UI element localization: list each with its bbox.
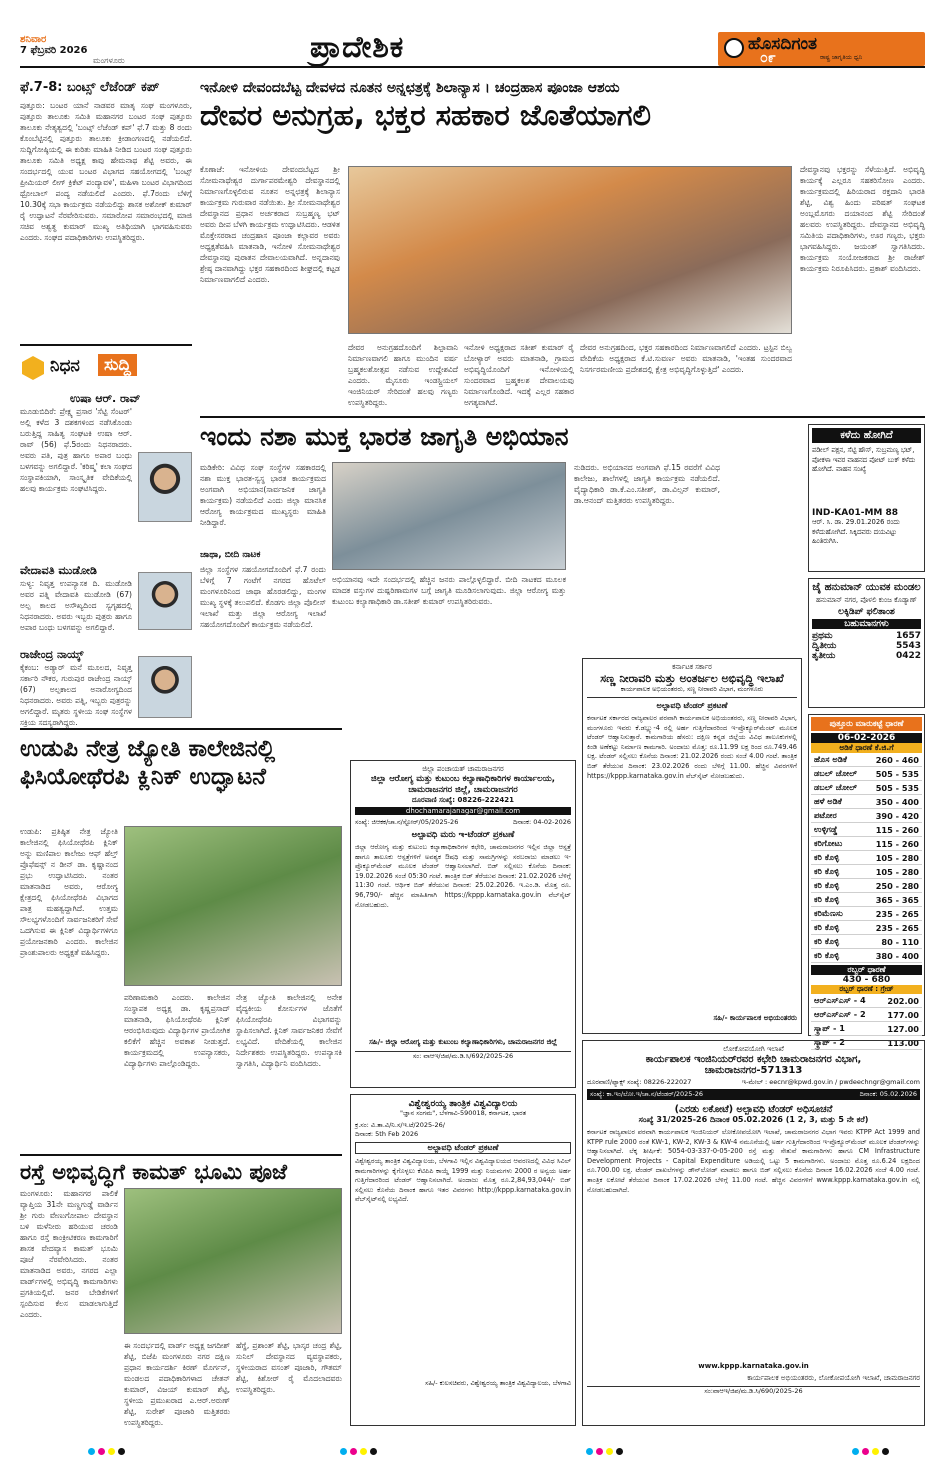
udupi-col-2: ಪರಿಣಾಮಕಾರಿ ಎಂದರು. ಕಾಲೇಜಿನ ಸಂಸ್ಥಾಪಕ ಅಧ್ಯಕ್ಷ ಡಾ. ಕೃಷ್ಣಪ್ರಸಾದ್ ಮಾತನಾಡಿ, ಫಿಸಿಯೋಥೆರಪಿ ಕ್ಲಿನಿಕ್ ಆರಂಭಿಸಿರುವುದು ವಿದ್ಯಾರ್ಥಿಗಳ ಪ್ರಾಯೋಗಿಕ ಕಲಿಕೆಗೆ ಹೆಚ್ಚಿನ ಅವಕಾಶ ನೀಡುತ್ತದೆ. ಕಾರ್ಯಕ್ರಮದಲ್ಲಿ ಉಪನ್ಯಾಸಕರು, ವಿದ್ಯಾರ್ಥಿಗಳು ಪಾಲ್ಗೊಂಡಿದ್ದರು. (124, 993, 230, 1068)
pwd-footer: ಸಂ:ವಾಆಇ/ಜಿಪ/ಮ.ಡಿ.ಸಿ/690/2025-26 (587, 1386, 920, 1396)
rate-row (811, 907, 922, 921)
vtu-text: ವಿಶ್ವೇಶ್ವರಯ್ಯ ತಾಂತ್ರಿಕ ವಿಶ್ವವಿದ್ಯಾಲಯ, ಬೆಳಗಾವಿ ಇಲ್ಲಿನ ವಿಶ್ವವಿದ್ಯಾಲಯದ ಆವರಣದಲ್ಲಿ ವಿವಿಧ ಸಿವಿಲ್ ಕಾಮಗಾರಿಗಳನ್ನು ಕೈಗೊಳ್ಳಲು ಕೆಟಿಪಿಪಿ ಕಾಯ್ದೆ 1999 ಮತ್ತು ನಿಯಮಗಳು 2000 ರ ಅನ್ವಯ ಅರ್ಹ ಗುತ್ತಿಗೆದಾರರಿಂದ ಟೆಂಡರ್ ಆಹ್ವಾನಿಸಲಾಗಿದೆ. ಅಂದಾಜು ಮೊತ್ತ ರೂ.2,84,93,044/- ಬಿಡ್ ಸಲ್ಲಿಸಲು ಕೊನೆಯ ದಿನಾಂಕ ಹಾಗೂ ಇತರ ವಿವರಗಳು http://kppp.karnataka.gov.in ವೆಬ್‌ಸೈಟ್‌ನಲ್ಲಿ ಲಭ್ಯವಿದೆ. (355, 1157, 571, 1204)
cup-headline: ಫೆ.7-8: ಬಂಟ್ಸ್ ಲೆಜೆಂಡ್ ಕಪ್ (20, 80, 160, 95)
health-dept: ಜಿಲ್ಲಾ ಪಂಚಾಯತ್ ಚಾಮರಾಜನಗರ (422, 765, 504, 773)
lost-text: ಪಡೀಲ್ ಪಕ್ಷನ, ಸೆಟ್ಟಿ ಹೌಸ್, ಸುಬ್ರಮಣ್ಯ ಭಟ್, ಪೋಕಳಾ ಇವರ ವಾಹನದ ಪೋಟ್ ಬುಕ್ ಕಳೆದು ಹೋಗಿದೆ. ವಾಹನ ಸಂಖ್ಯೆ (812, 446, 916, 473)
prize-number: 5543 (895, 641, 921, 651)
rubber-main: 430 - 680 (842, 975, 891, 985)
lost-reg: IND-KA01-MM 88 (812, 508, 899, 518)
lucky-sub: ಹನುಮಾನ್ ನಗರ, ಪೊಳಲಿ ಕುಂಜ ಕೊಡ್ಯಾಣ್ (816, 596, 917, 604)
vtu-title: ವಿಶ್ವೇಶ್ವರಯ್ಯ ತಾಂತ್ರಿಕ ವಿಶ್ವವಿದ್ಯಾಲಯ (408, 1099, 518, 1109)
health-ref: ಸಂಖ್ಯೆ: ಜಿಆಕಕ/ಚಾ.ನ/ಸ್ಟೋರ್/05/2025-26 (355, 818, 459, 826)
rate-item: ಕರಿಮೆಣಸು (811, 907, 866, 921)
vtu-date: ದಿನಾಂಕ: 5th Feb 2026 (355, 1130, 419, 1138)
rate-row (811, 1008, 922, 1022)
rate-item: ಕರಿ ಕೊಳ್ಳಿ (811, 865, 866, 879)
nasha-subhead: ಜಾಥಾ, ಬೀದಿ ನಾಟಕ (200, 550, 261, 560)
page-number: ೦೯ (760, 50, 776, 66)
rate-row (811, 865, 922, 879)
lead-col-1: ಕೊಣಾಜೆ: ಇನೋಳಿಯ ದೇವಂದಬೆಟ್ಟದ ಶ್ರೀ ಸೋಮನಾಥೇಶ್ವರ ದುರ್ಗಾಪರಮೇಶ್ವರಿ ದೇವಸ್ಥಾನದಲ್ಲಿ ನಿರ್ಮಾಣಗೊಳ್ಳಲಿರುವ ನೂತನ ಅನ್ನಛತ್ರಕ್ಕೆ ಶಿಲಾನ್ಯಾಸ ಕಾರ್ಯಕ್ರಮ ಗುರುವಾರ ನಡೆಯಿತು. ಶ್ರೀ ಸೋಮನಾಥೇಶ್ವರ ದೇವಸ್ಥಾನದ ಪ್ರಧಾನ ಅರ್ಚಕರಾದ ಸುಬ್ರಹ್ಮಣ್ಯ ಭಟ್ ಅವರು ದೀಪ ಬೆಳಗಿ ಕಾರ್ಯಕ್ರಮ ಉದ್ಘಾಟಿಸಿದರು. ಆಡಳಿತ ಮೊಕ್ತೇಸರರಾದ ಚಂದ್ರಹಾಸ ಪೂಂಜಾ ಕಲ್ಲಾವರ ಅವರು ಅಧ್ಯಕ್ಷತೆವಹಿಸಿ ಮಾತನಾಡಿ, ಇನೋಳಿ ಸೋಮನಾಥೇಶ್ವರ ದೇವಸ್ಥಾನವು ಪುರಾತನ ದೇವಾಲಯವಾಗಿದೆ. ಅನ್ನದಾನವು ಶ್ರೇಷ್ಠ ದಾನವಾಗಿದ್ದು ಭಕ್ತರ ಸಹಕಾರದಿಂದ ಶೀಘ್ರದಲ್ಲಿ ಕಟ್ಟಡ ನಿರ್ಮಾಣವಾಗಲಿದೆ ಎಂದರು. (200, 165, 340, 284)
pwd-website[interactable]: www.kppp.karnataka.gov.in (698, 1362, 809, 1370)
kamath-col-2: ಈ ಸಂದರ್ಭದಲ್ಲಿ ವಾರ್ಡ್ ಅಧ್ಯಕ್ಷ ಜಗದೀಶ್ ಶೆಟ್ಟಿ, ಬಿಜೆಪಿ ಮಂಗಳೂರು ನಗರ ದಕ್ಷಿಣ ಪ್ರಧಾನ ಕಾರ್ಯದರ್ಶಿ ಕಿರಣ್ ಮೊರ್ಗನ್, ಮಂಡಲದ ಪದಾಧಿಕಾರಿಗಳಾದ ಚೇತನ್ ಕುಮಾರ್, ವಿಜಯ್ ಕುಮಾರ್ ಶೆಟ್ಟಿ, ಸ್ಥಳೀಯ ಪ್ರಮುಖರಾದ ಎ.ಆರ್.ಅರುಣ್ ಶೆಟ್ಟಿ, ಸುರೇಶ್ ಪೂಜಾರಿ ಮತ್ತಿತರರು ಉಪಸ್ಥಿತರಿದ್ದರು. (124, 1341, 230, 1427)
rate-value: 177.00 (878, 1008, 922, 1022)
lucky-title: ಜೈ ಹನುಮಾನ್ ಯುವಕ ಮಂಡಲ (812, 582, 921, 593)
obituary-title-b: ಸುದ್ದಿ (98, 354, 137, 376)
udupi-col-3: ನೇತ್ರ ಜ್ಯೋತಿ ಕಾಲೇಜಿನಲ್ಲಿ ಅನೇಕ ವೈದ್ಯಕೀಯ ಕೋರ್ಸುಗಳ ಜೊತೆಗೆ ಫಿಸಿಯೋಥೆರಪಿ ವಿಭಾಗವನ್ನು ಸ್ಥಾಪಿಸಲಾಗಿದೆ. ಕ್ಲಿನಿಕ್ ಸಾರ್ವಜನಿಕರ ಸೇವೆಗೆ ಲಭ್ಯವಿದೆ. ವೇದಿಕೆಯಲ್ಲಿ ಕಾಲೇಜಿನ ನಿರ್ದೇಶಕರು ಉಪಸ್ಥಿತರಿದ್ದರು. ಉಪನ್ಯಾಸಕಿ ಸ್ವಾಗತಿಸಿ, ವಿದ್ಯಾರ್ಥಿನಿ ವಂದಿಸಿದರು. (236, 993, 342, 1068)
rate-row (811, 879, 922, 893)
registration-marks-far-right (852, 1440, 892, 1459)
nasha-col-4: ನುಡಿದರು. ಅಭಿಯಾನದ ಅಂಗವಾಗಿ ಫೆ.15 ರವರೆಗೆ ವಿವಿಧ ಕಾಲೇಜು, ಶಾಲೆಗಳಲ್ಲಿ ಜಾಗೃತಿ ಕಾರ್ಯಕ್ರಮ ನಡೆಯಲಿದೆ. ವೈದ್ಯಾಧಿಕಾರಿ ಡಾ.ಕೆ.ಎಂ.ಸತೀಶ್, ಡಾ.ವಿಲ್ಸನ್ ಕುಮಾರ್, ಡಾ.ಆನಂದ್ ಮತ್ತಿತರರು ಉಪಸ್ಥಿತರಿದ್ದರು. (574, 463, 720, 505)
rate-row (811, 823, 922, 837)
rate-row (811, 753, 922, 767)
tender-notice-vtu (350, 1094, 576, 1426)
rate-value: 113.00 (878, 1036, 922, 1050)
notice-text: ಕರ್ನಾಟಕ ಸರ್ಕಾರದ ರಾಜ್ಯಪಾಲರ ಪರವಾಗಿ ಕಾರ್ಯಪಾಲಕ ಅಭಿಯಂತರರು, ಸಣ್ಣ ನೀರಾವರಿ ವಿಭಾಗ, ಮಂಗಳೂರು ಇವರು ಕೆ.ಡಬ್ಲ್ಯು-4 ರಲ್ಲಿ ಅರ್ಹ ಗುತ್ತಿಗೆದಾರರಿಂದ ಇ-ಪ್ರೊಕ್ಯೂರ್‌ಮೆಂಟ್ ಮೂಲಕ ಟೆಂಡರ್ ಆಹ್ವಾನಿಸುತ್ತಾರೆ. ಕಾಮಗಾರಿಯ ಹೆಸರು: ದಕ್ಷಿಣ ಕನ್ನಡ ಜಿಲ್ಲೆಯ ವಿವಿಧ ತಾಲೂಕುಗಳಲ್ಲಿ ಕಿಂಡಿ ಅಣೆಕಟ್ಟು ನಿರ್ಮಾಣ ಕಾಮಗಾರಿ. ಅಂದಾಜು ಮೊತ್ತ: ರೂ.11.99 ಲಕ್ಷ ರಿಂದ ರೂ.749.46 ಲಕ್ಷ. ಟೆಂಡರ್ ಸಲ್ಲಿಸಲು ಕೊನೆಯ ದಿನಾಂಕ: 21.02.2026 ರಂದು ಸಂಜೆ 4.00 ಗಂಟೆ. ತಾಂತ್ರಿಕ ಬಿಡ್ ತೆರೆಯುವ ದಿನಾಂಕ: 23.02.2026 ರಂದು ಬೆಳಿಗ್ಗೆ 11.00. ಹೆಚ್ಚಿನ ವಿವರಗಳಿಗೆ https://kppp.karnataka.gov.in ವೆಬ್‌ಸೈಟ್ ನೋಡಬಹುದು. (587, 714, 797, 780)
paper-tagline: ರಾಷ್ಟ್ರ ಜಾಗೃತಿಯ ಧ್ವನಿ (820, 54, 863, 61)
cup-body: ಪುತ್ತೂರು: ಬಂಟರ ಯಾನೆ ನಾಡವರ ಮಾತೃ ಸಂಘ ಮಂಗಳೂರು, ಪುತ್ತೂರು ತಾಲೂಕು ಸಮಿತಿ ಮಹಾನಗರ ಬಂಟರ ಸಂಘ ಪುತ್ತೂರು ತಾಲೂಕು ನೇತೃತ್ವದಲ್ಲಿ 'ಬಂಟ್ಸ್ ಲೆಜೆಂಡ್ ಕಪ್' ಫೆ.7 ಮತ್ತು 8 ರಂದು ಕೊಂಬೆಟ್ಟಿನಲ್ಲಿ ಪುತ್ತೂರು ತಾಲೂಕು ಕ್ರೀಡಾಂಗಣದಲ್ಲಿ ನಡೆಯಲಿದೆ. ಸುದ್ದಿಗೋಷ್ಠಿಯಲ್ಲಿ ಈ ಕುರಿತು ಮಾಹಿತಿ ನೀಡಿದ ಬಂಟರ ಸಂಘ ಪುತ್ತೂರು ತಾಲೂಕು ಸಮಿತಿ ಅಧ್ಯಕ್ಷ ಕಾವು ಹೇಮನಾಥ ಶೆಟ್ಟಿ ಅವರು, ಈ ಸಂದರ್ಭದಲ್ಲಿ ಯುವ ಬಂಟರ ವಿಭಾಗದ ಸಹಯೋಗದಲ್ಲಿ 'ಬಂಟ್ಸ್ ಪ್ರೀಮಿಯರ್ ಲೀಗ್ ಕ್ರಿಕೆಟ್ ಪಂದ್ಯಾವಳಿ', ಮಹಿಳಾ ಬಂಟರ ವಿಭಾಗದಿಂದ ಥ್ರೋಬಾಲ್ ಪಂದ್ಯ ನಡೆಯಲಿದೆ ಎಂದರು. ಫೆ.7ರಂದು ಬೆಳಿಗ್ಗೆ 10.30ಕ್ಕೆ ಸಭಾ ಕಾರ್ಯಕ್ರಮ ನಡೆಯಲಿದ್ದು ಶಾಸಕ ಅಶೋಕ್ ಕುಮಾರ್ ರೈ ಉದ್ಘಾಟನೆ ನೆರವೇರಿಸುವರು. ಸಮಾರೋಪ ಸಮಾರಂಭದಲ್ಲಿ ಮಾಜಿ ಸಚಿವ ಅಶ್ವತ್ಥ ಕುಮಾರ್ ಮುಖ್ಯ ಅತಿಥಿಯಾಗಿ ಭಾಗವಹಿಸುವರು ಎಂದರು. ಸಂಘದ ಪದಾಧಿಕಾರಿಗಳು ಉಪಸ್ಥಿತರಿದ್ದರು. (20, 101, 192, 242)
registration-marks-center (340, 1440, 380, 1459)
obituary-photo (138, 572, 192, 630)
masthead-date: 7 ಫೆಬ್ರವರಿ 2026 (20, 45, 88, 56)
rate-row (811, 809, 922, 823)
obituary-photo (138, 452, 192, 522)
rate-item: ಕರಿ ಕೊಳ್ಳಿ (811, 879, 866, 893)
market-title: ಪುತ್ತೂರು ಮಾರುಕಟ್ಟೆ ಧಾರಣೆ (811, 717, 922, 731)
kamath-headline: ರಸ್ತೆ ಅಭಿವೃದ್ಧಿಗೆ ಕಾಮತ್ ಭೂಮಿ ಪೂಜೆ (20, 1160, 287, 1184)
rate-value: 105 - 280 (866, 851, 922, 865)
udupi-story (20, 728, 342, 1150)
obituary-text: ಮೂಡುಬಿದಿರೆ: ಪ್ರೇಕ್ಷ್ಯ ಪ್ರಸಾರ 'ಸೆಟ್ಟಿ ಸೆಂಟರ್' ಅಲ್ಲಿ ಕಳೆದ 3 ದಶಕಗಳಿಂದ ನಡೆಸಿಕೊಂಡು ಬರುತ್ತಿದ್ದ ಸಾಹಿತ್ಯ ಸಂಘಟಕಿ ಉಷಾ ಆರ್. ರಾವ್ (56) ಫೆ.5ರಂದು ನಿಧನರಾದರು. ಅವರು ಪತಿ, ಪುತ್ರ ಹಾಗೂ ಅಪಾರ ಬಂಧು ಬಳಗವನ್ನು ಅಗಲಿದ್ದಾರೆ. 'ಕರಿಷ್ಮ' ಕಲಾ ಸಂಘದ ಸಂಸ್ಥಾಪಕಿಯಾಗಿ, ಸಾಂಸ್ಕೃತಿಕ ವೇದಿಕೆಯಲ್ಲಿ ಹಲವು ಕಾರ್ಯಕ್ರಮ ಸಂಘಟಿಸಿದ್ದರು. (20, 407, 132, 493)
rate-value: 365 - 365 (866, 893, 922, 907)
rate-item: ಆರ್‌ಎಸ್ಎಸ್ - 4 (811, 994, 878, 1008)
nasha-story (200, 422, 720, 652)
obituary-title-a: ನಿಧನ (50, 356, 80, 376)
lucky-prizes-label: ಬಹುಮಾನಗಳು (812, 619, 921, 629)
rate-item: ಡಬಲ್ ಚೋಲ್ (811, 781, 866, 795)
rubber-sub: ರಬ್ಬರ್ ಧಾರಣೆ : ಗ್ರೇಡ್ (811, 985, 922, 994)
lead-col-4: ದೇವರ ಅನುಗ್ರಹದಿಂದ, ಭಕ್ತರ ಸಹಕಾರದಿಂದ ನಿರ್ಮಾಣವಾಗಲಿದೆ ಎಂದರು. ಟ್ರಸ್ಟಿನ ಬಿಲ್ವ ವೇದಿಕೆಯ ಅಧ್ಯಕ್ಷರಾದ ಕೆ.ಟಿ.ಸುವರ್ಣ ಅವರು ಮಾತನಾಡಿ, 'ಇಂತಹ ಸುಂದರವಾದ ನಿಸರ್ಗರಮಣೀಯ ಪ್ರದೇಶದಲ್ಲಿ ಕ್ಷೇತ್ರ ಅಭಿವೃದ್ಧಿಗೊಳ್ಳುತ್ತಿದೆ' ಎಂದರು. (580, 343, 792, 374)
prize-label: ದ್ವಿತೀಯ (812, 641, 837, 651)
rate-item: ಕರಿ ಕೊಳ್ಳಿ (811, 851, 866, 865)
prize-row (812, 631, 921, 641)
notice-signoff: ಸಹಿ/- ಕಾರ್ಯಪಾಲಕ ಅಭಿಯಂತರರು (713, 1014, 797, 1022)
rate-item: ಕರಿ ಕೊಳ್ಳಿ (811, 921, 866, 935)
rate-item: ಸ್ಕ್ರಾಪ್ - 1 (811, 1022, 878, 1036)
kamath-story (20, 1154, 342, 1426)
pwd-text: ಕರ್ನಾಟಕ ರಾಜ್ಯಪಾಲರ ಪರವಾಗಿ ಕಾರ್ಯಪಾಲಕ ಇಂಜಿನಿಯರ್ ಲೋಕೋಪಯೋಗಿ ಇಲಾಖೆ, ಚಾಮರಾಜನಗರ ವಿಭಾಗ ಇವರು KTPP Act 1999 and KTPP rule 2000 ರಂತೆ KW-1, KW-2, KW-3 & KW-4 ನಮೂನೆಯಲ್ಲಿ ಅರ್ಹ ಗುತ್ತಿಗೆದಾರರಿಂದ ಇ-ಪ್ರೊಕ್ಯೂರ್‌ಮೆಂಟ್ ಮೂಲಕ ಟೆಂಡರ್‌ಗಳನ್ನು ಆಹ್ವಾನಿಸಲಾಗಿದೆ. ಲೆಕ್ಕ ಶೀರ್ಷಿಕೆ: 5054-03-337-0-05-200 ರಸ್ತೆ ಮತ್ತು ಸೇತುವೆ ಕಾಮಗಾರಿಗಳು ಹಾಗೂ CM Infrastructure Development Projects - Capital Expenditure ಅಡಿಯಲ್ಲಿ ಒಟ್ಟು 5 ಕಾಮಗಾರಿಗಳು. ಅಂದಾಜು ಮೊತ್ತ ರೂ.6.24 ಲಕ್ಷದಿಂದ ರೂ.700.00 ಲಕ್ಷ. ಟೆಂಡರ್ ದಾಖಲೆಗಳನ್ನು ಡೌನ್‌ಲೋಡ್ ಮಾಡಲು ಹಾಗೂ ಬಿಡ್ ಸಲ್ಲಿಸಲು ಕೊನೆಯ ದಿನಾಂಕ 16.02.2026 ಸಂಜೆ 4.00 ಗಂಟೆ. ತಾಂತ್ರಿಕ ಲಕೋಟೆ ತೆರೆಯುವ ದಿನಾಂಕ 17.02.2026 ಬೆಳಿಗ್ಗೆ 11.00 ಗಂಟೆ. ಹೆಚ್ಚಿನ ವಿವರಗಳಿಗೆ www.kppp.karnataka.gov.in ನಲ್ಲಿ ನೋಡಬಹುದಾಗಿದೆ. (587, 1128, 920, 1194)
masthead-day: ಶನಿವಾರ (20, 34, 47, 45)
health-label: ಅಲ್ಪಾವಧಿ ಮರು ಇ-ಟೆಂಡರ್ ಪ್ರಕಟಣೆ (411, 830, 515, 840)
market-table (811, 753, 922, 963)
rate-value: 115 - 260 (866, 837, 922, 851)
rate-value: 115 - 260 (866, 823, 922, 837)
vtu-signoff: ಸಹಿ/- ಕುಲಸಚಿವರು, ವಿಶ್ವೇಶ್ವರಯ್ಯ ತಾಂತ್ರಿಕ ವಿಶ್ವವಿದ್ಯಾಲಯ, ಬೆಳಗಾವಿ (425, 1379, 571, 1387)
pwd-phone: ದೂರವಾಣಿ/ಫ್ಯಾಕ್ಸ್ ಸಂಖ್ಯೆ: 08226-222027 (587, 1078, 692, 1086)
section-title: ಪ್ರಾದೇಶಿಕ (310, 30, 405, 65)
lost-date: ಆರ್. ಸಿ. ಡಾ. 29.01.2026 ರಂದು ಕಳೆದುಹೋಗಿದೆ. ಸಿಕ್ಕಿದವರು ದಯವಿಟ್ಟು ಹಿಂತಿರುಗಿಸಿ. (812, 518, 900, 545)
rate-value: 505 - 535 (866, 767, 922, 781)
registration-marks-right (586, 1440, 626, 1459)
rate-row (811, 935, 922, 949)
udupi-photo (124, 826, 342, 986)
rate-row (811, 994, 922, 1008)
nasha-col-1: ಮಡಿಕೇರಿ: ವಿವಿಧ ಸಂಘ ಸಂಸ್ಥೆಗಳ ಸಹಕಾರದಲ್ಲಿ ನಶಾ ಮುಕ್ತ ಭಾರತ-ಸ್ವಸ್ಥ ಭಾರತ ಕಾರ್ಯಕ್ರಮದ ಅಂಗವಾಗಿ ಅಭಿಯಾನ(ಸಾರ್ವಜನಿಕ ಜಾಗೃತಿ ಕಾರ್ಯಕ್ರಮ) ನಡೆಯಲಿದೆ ಎಂದು ಜಿಲ್ಲಾ ಮಾನಸಿಕ ಆರೋಗ್ಯ ಕಾರ್ಯಕ್ರಮದ ಮುಖ್ಯಸ್ಥರು ಮಾಹಿತಿ ನೀಡಿದ್ದಾರೆ. (200, 463, 326, 527)
rate-row (811, 851, 922, 865)
lucky-result-label: ಲಕ್ಕಿಡಿಪ್ ಫಲಿತಾಂಶ (838, 607, 895, 617)
kamath-col-3: ಹೆಗ್ಡೆ, ಪ್ರಶಾಂತ್ ಶೆಟ್ಟಿ, ಭಾಸ್ಕರ ಚಂದ್ರ ಶೆಟ್ಟಿ, ಸುನಿಲ್ ದೇವಸ್ಥಾನದ ವ್ಯವಸ್ಥಾಪಕರು, ಸ್ಥಳೀಯರಾದ ವಸಂತ್ ಪೂಜಾರಿ, ಗೌತಮ್ ಶೆಟ್ಟಿ, ಕಿಶೋರ್ ರೈ ಮೊದಲಾದವರು ಉಪಸ್ಥಿತರಿದ್ದರು. (236, 1341, 342, 1394)
pwd-signoff: ಕಾರ್ಯಪಾಲಕ ಅಭಿಯಂತರರು, ಲೋಕೋಪಯೋಗಿ ಇಲಾಖೆ, ಚಾಮರಾಜನಗರ (747, 1374, 920, 1382)
notice-office: ಕಾರ್ಯಪಾಲಕ ಅಭಿಯಂತರರು, ಸಣ್ಣ ನೀರಾವರಿ ವಿಭಾಗ, ಮಂಗಳೂರು (587, 685, 797, 698)
vtu-sub: "ಜ್ಞಾನ ಸಂಗಮ", ಬೆಳಗಾವಿ-590018, ಕರ್ನಾಟಕ, ಭಾರತ (399, 1109, 527, 1117)
health-ref-row (355, 818, 571, 827)
obituary-item (20, 392, 192, 560)
lead-kicker: ಇನೋಳಿ ದೇವಂದಬೆಟ್ಟ ದೇವಳದ ನೂತನ ಅನ್ನಛತ್ರಕ್ಕೆ ಶಿಲಾನ್ಯಾಸ । ಚಂದ್ರಹಾಸ ಪೂಂಜಾ ಆಶಯ (200, 80, 620, 96)
udupi-headline-1: ಉಡುಪಿ ನೇತ್ರ ಜ್ಯೋತಿ ಕಾಲೇಜಿನಲ್ಲಿ (20, 736, 276, 762)
prize-number: 1657 (895, 631, 921, 641)
logo-emblem-icon (724, 38, 744, 58)
divider (200, 416, 925, 418)
obituary-name: ರಾಜೇಂದ್ರ ನಾಯ್ಕ್ (20, 648, 84, 661)
prize-label: ತೃತೀಯ (812, 651, 836, 661)
rate-item: ಡಬಲ್ ಚೋಲ್ (811, 767, 866, 781)
rate-value: 202.00 (878, 994, 922, 1008)
rate-value: 80 - 110 (866, 935, 922, 949)
prize-number: 0422 (895, 651, 921, 661)
tender-notice-pwd (582, 1040, 925, 1426)
tender-notice-health (350, 760, 576, 1088)
pwd-dept: ಲೋಕೋಪಯೋಗಿ ಇಲಾಖೆ (723, 1045, 784, 1053)
lead-story (200, 80, 925, 413)
pwd-label-2: ಸಂಖ್ಯೆ 31/2025-26 ದಿನಾಂಕ 05.02.2026 (1 2, 3, ಮತ್ತು 5 ನೇ ಕರೆ) (638, 1115, 869, 1124)
rate-item: ಹೊಸ ಅಡಿಕೆ (811, 753, 866, 767)
udupi-col-1: ಉಡುಪಿ: ಪ್ರತಿಷ್ಠಿತ ನೇತ್ರ ಜ್ಯೋತಿ ಕಾಲೇಜಿನಲ್ಲಿ ಫಿಸಿಯೋಥೆರಪಿ ಕ್ಲಿನಿಕ್ ಅನ್ನು ಮಣಿಪಾಲ ಕಾಲೇಜು ಆಫ್ ಹೆಲ್ತ್ ಪ್ರೊಫೆಷನ್ಸ್ ನ ಡೀನ್ ಡಾ. ಕೃಷ್ಣಾನಂದ ಪ್ರಭು ಉದ್ಘಾಟಿಸಿದರು. ನಂತರ ಮಾತನಾಡಿದ ಅವರು, ಆರೋಗ್ಯ ಕ್ಷೇತ್ರದಲ್ಲಿ ಫಿಸಿಯೋಥೆರಪಿ ವಿಭಾಗದ ಪಾತ್ರ ಮಹತ್ವದ್ದಾಗಿದೆ. ಉತ್ತಮ ಸೌಲಭ್ಯಗಳೊಂದಿಗೆ ಸಾರ್ವಜನಿಕರಿಗೆ ಸೇವೆ ಒದಗಿಸುವ ಈ ಕ್ಲಿನಿಕ್ ವಿದ್ಯಾರ್ಥಿಗಳಿಗೂ ಪ್ರಯೋಜನಕಾರಿ ಎಂದರು. ಕಾಲೇಜಿನ ಪ್ರಾಂಶುಪಾಲರು ಅಧ್ಯಕ್ಷತೆ ವಹಿಸಿದ್ದರು. (20, 827, 118, 957)
rate-value: 105 - 280 (866, 865, 922, 879)
vtu-ref: ಕ್ರ.ಸಂ: ವಿ.ತಾ.ವಿ/ನಿ.ಸ/ಇ.ಟೆ/2025-26/ (355, 1121, 445, 1129)
pwd-email: ಇ-ಮೇಲ್ : eecnr@kpwd.gov.in / pwdeechngr@gmail.com (741, 1078, 920, 1086)
rate-value: 505 - 535 (866, 781, 922, 795)
rate-item: ಆರ್‌ಎಸ್ಎಸ್ - 2 (811, 1008, 878, 1022)
notice-govt: ಕರ್ನಾಟಕ ಸರ್ಕಾರ (672, 663, 712, 671)
health-title: ಜಿಲ್ಲಾ ಆರೋಗ್ಯ ಮತ್ತು ಕುಟುಂಬ ಕಲ್ಯಾಣಾಧಿಕಾರಿಗಳ ಕಾರ್ಯಾಲಯ, ಚಾಮರಾಜನಗರ ಜಿಲ್ಲೆ, ಚಾಮರಾಜನಗರ (371, 774, 555, 795)
rate-value: 235 - 265 (866, 921, 922, 935)
rate-value: 235 - 265 (866, 907, 922, 921)
kamath-col-1: ಮಂಗಳೂರು: ಮಹಾನಗರ ಪಾಲಿಕೆ ವ್ಯಾಪ್ತಿಯ 31ನೇ ಮಣ್ಣಗುಡ್ಡೆ ವಾರ್ಡಿನ ಶ್ರೀ ಗುರು ವೇಣುಗೋಪಾಲ ದೇವಸ್ಥಾನ ಬಳಿ ಮಳೆನೀರು ಹರಿಯುವ ಚರಂಡಿ ಹಾಗೂ ರಸ್ತೆ ಕಾಂಕ್ರೀಟಿಕರಣ ಕಾಮಗಾರಿಗೆ ಶಾಸಕ ವೇದವ್ಯಾಸ ಕಾಮತ್ ಭೂಮಿ ಪೂಜೆ ನೆರವೇರಿಸಿದರು. ನಂತರ ಮಾತನಾಡಿದ ಅವರು, ನಗರದ ಎಲ್ಲಾ ವಾರ್ಡ್‌ಗಳಲ್ಲಿ ಅಭಿವೃದ್ಧಿ ಕಾಮಗಾರಿಗಳು ಪ್ರಗತಿಯಲ್ಲಿವೆ. ಜನರ ಬೇಡಿಕೆಗಳಿಗೆ ಸ್ಪಂದಿಸುವ ಕೆಲಸ ಮಾಡಲಾಗುತ್ತಿದೆ ಎಂದರು. (20, 1189, 118, 1319)
obituary-item (20, 564, 192, 644)
market-sub: ಅಡಿಕೆ ಧಾರಣೆ ಕೆ.ಜಿ.ಗೆ (811, 743, 922, 753)
lead-headline: ದೇವರ ಅನುಗ್ರಹ, ಭಕ್ತರ ಸಹಕಾರ ಜೊತೆಯಾಗಲಿ (200, 98, 651, 132)
health-signoff: ಸಹಿ/- ಜಿಲ್ಲಾ ಆರೋಗ್ಯ ಮತ್ತು ಕುಟುಂಬ ಕಲ್ಯಾಣಾಧಿಕಾರಿಗಳು, ಚಾಮರಾಜನಗರ ಜಿಲ್ಲೆ (369, 1038, 557, 1046)
pwd-ref-row (587, 1089, 920, 1100)
rate-value: 390 - 420 (866, 809, 922, 823)
lucky-dip-notice (808, 578, 925, 708)
rate-item: ಕರಿಗೋಟು (811, 837, 866, 851)
obituary-text: ಸುಳ್ಯ: ನಿವೃತ್ತ ಉಪನ್ಯಾಸಕ ದಿ. ಮುಡೋಡಿ ಅವರ ಪತ್ನಿ ವೇದಾವತಿ ಮುಡೋಡಿ (67) ಅಲ್ಪ ಕಾಲದ ಅಸೌಖ್ಯದಿಂದ ಸ್ವಗೃಹದಲ್ಲಿ ನಿಧನರಾದರು. ಅವರು ಇಬ್ಬರು ಪುತ್ರರು ಹಾಗೂ ಅಪಾರ ಬಂಧು ಬಳಗವನ್ನು ಅಗಲಿದ್ದಾರೆ. (20, 579, 132, 632)
nasha-headline: ಇಂದು ನಶಾ ಮುಕ್ತ ಭಾರತ ಜಾಗೃತಿ ಅಭಿಯಾನ (200, 422, 569, 451)
obituary-text: ಕೈಕಂಬ: ಅಡ್ಯಾರ್ ಮನೆ ಮೂಲದ, ನಿವೃತ್ತ ಸರ್ಕಾರಿ ನೌಕರ, ಗುರುಪುರ ರಾಜೇಂದ್ರ ನಾಯ್ಕ್ (67) ಅಲ್ಪಕಾಲದ ಅನಾರೋಗ್ಯದಿಂದ ನಿಧನರಾದರು. ಅವರು ಪತ್ನಿ, ಇಬ್ಬರು ಪುತ್ರರನ್ನು ಅಗಲಿದ್ದಾರೆ. ಮೃತರು ಸ್ಥಳೀಯ ಸಂಘ ಸಂಸ್ಥೆಗಳ ಸಕ್ರಿಯ ಸದಸ್ಯರಾಗಿದ್ದರು. (20, 663, 132, 727)
rate-value: 260 - 460 (866, 753, 922, 767)
paper-name: ಹೊಸದಿಗಂತ (748, 34, 818, 54)
health-phone: ದೂರವಾಣಿ ಸಂಖ್ಯೆ: 08226-222421 (412, 796, 514, 804)
udupi-headline-2: ಫಿಸಿಯೋಥೆರಪಿ ಕ್ಲಿನಿಕ್ ಉದ್ಘಾಟನೆ (20, 764, 266, 790)
pwd-contact-row (587, 1078, 920, 1087)
rate-row (811, 949, 922, 963)
rate-item: ಉಳ್ಳಿಗಡ್ಡೆ (811, 823, 866, 837)
rate-item: ಪಟೋರ (811, 809, 866, 823)
rate-value: 380 - 400 (866, 949, 922, 963)
market-rates (808, 714, 925, 1048)
masthead-city: ಮಂಗಳೂರು (93, 56, 125, 65)
pwd-ref-date: ದಿನಾಂಕ: 05.02.2026 (859, 1090, 917, 1098)
obituary-name: ವೇದಾವತಿ ಮುಡೋಡಿ (20, 564, 97, 577)
lost-notice (808, 424, 925, 572)
pwd-title-1: ಕಾರ್ಯಪಾಲಕ ಇಂಜಿನಿಯರ್‌ರವರ ಕಛೇರಿ ಚಾಮರಾಜನಗರ ವಿಭಾಗ, (645, 1054, 862, 1065)
pwd-title-2: ಚಾಮರಾಜನಗರ-571313 (704, 1065, 803, 1076)
health-ref-date: ದಿನಾಂಕ: 04-02-2026 (513, 818, 571, 826)
lead-col-2: ದೇವರ ಅನುಗ್ರಹದೊಂದಿಗೆ ಶಿಲ್ಪಾವಾನಿ ನಿರ್ಮಾಣವಾಗಲಿ ಹಾಗೂ ಮುಂದಿನ ವರ್ಷ ಬ್ರಹ್ಮಕಲಶೋತ್ಸವ ನಡೆಸುವ ಉದ್ದೇಶವಿದೆ ಎಂದರು. ಮೈಸೂರು ಇಂಡಸ್ಟ್ರಿಯಲ್ ಇಂಜಿನಿಯರ್ ಸೇರಿದಂತೆ ಹಲವು ಗಣ್ಯರು ಉಪಸ್ಥಿತರಿದ್ದರು. (348, 343, 458, 407)
obituary-name: ಉಷಾ ಆರ್. ರಾವ್ (70, 392, 141, 405)
masthead (20, 30, 925, 68)
paper-logo (718, 32, 925, 66)
vtu-label: ಅಲ್ಪಾವಧಿ ಟೆಂಡರ್ ಪ್ರಕಟಣೆ (355, 1142, 571, 1154)
rate-item: ಕರಿ ಕೊಳ್ಳಿ (811, 949, 866, 963)
prize-row (812, 641, 921, 651)
kamath-photo (124, 1188, 342, 1334)
obituary-header (20, 354, 192, 384)
rate-row (811, 781, 922, 795)
lost-title: ಕಳೆದು ಹೋಗಿದೆ (812, 428, 921, 443)
rate-row (811, 921, 922, 935)
rate-item: ಸ್ಕ್ರಾಪ್ - 2 (811, 1036, 878, 1050)
rate-row (811, 893, 922, 907)
lead-photo (348, 166, 792, 334)
nasha-photo (332, 462, 566, 570)
obituary-photo (138, 656, 192, 718)
notice-title: ಸಣ್ಣ ನೀರಾವರಿ ಮತ್ತು ಅಂತರ್ಜಲ ಅಭಿವೃದ್ಧಿ ಇಲಾಖೆ (600, 672, 784, 685)
registration-marks-left (88, 1440, 128, 1459)
rate-row (811, 767, 922, 781)
pwd-label: (ಎರಡು ಲಕೋಟೆ) ಅಲ್ಪಾವಧಿ ಟೆಂಡರ್ ಅಧಿಸೂಚನೆ (674, 1104, 833, 1115)
prize-row (812, 651, 921, 661)
notice-label: ಅಲ್ಪಾವಧಿ ಟೆಂಡರ್ ಪ್ರಕಟಣೆ (656, 701, 728, 710)
market-date: 06-02-2026 (811, 733, 922, 743)
rate-value: 350 - 400 (866, 795, 922, 809)
pwd-ref: ಸಂಖ್ಯೆ: ಕಾ.ಇಂ/ಲೋ.ಇ/ಚಾ.ನ/ಟೆಂಡರ್/2025-26 (590, 1090, 704, 1098)
rate-item: ಕರಿ ಕೊಳ್ಳಿ (811, 935, 866, 949)
lead-col-5: ದೇವಸ್ಥಾನವು ಭಕ್ತರನ್ನು ಸೆಳೆಯುತ್ತಿದೆ. ಅಭಿವೃದ್ಧಿ ಕಾರ್ಯಕ್ಕೆ ಎಲ್ಲರೂ ಸಹಕರಿಸೋಣ ಎಂದರು. ಕಾರ್ಯಕ್ರಮದಲ್ಲಿ ಹಿರಿಯರಾದ ರಕ್ತದಾನಿ ಭಾರತಿ ಶೆಟ್ಟಿ, ವಿಶ್ವ ಹಿಂದು ಪರಿಷತ್ ಸಂಘಟಕ ಅಂಬ್ಲಮೊಗರು ದಯಾನಂದ ಶೆಟ್ಟಿ ಸೇರಿದಂತೆ ಹಲವರು ಉಪಸ್ಥಿತರಿದ್ದರು. ದೇವಸ್ಥಾನದ ಅಭಿವೃದ್ಧಿ ಸಮಿತಿಯ ಪದಾಧಿಕಾರಿಗಳು, ಊರ ಗಣ್ಯರು, ಭಕ್ತರು ಭಾಗವಹಿಸಿದ್ದರು. ಜಯಂತ್ ಸ್ವಾಗತಿಸಿದರು. ಕಾರ್ಯಕ್ರಮ ಸಂಯೋಜಕರಾದ ಶ್ರೀ ರಾಜೇಶ್ ಕಾರ್ಯಕ್ರಮ ನಿರೂಪಿಸಿದರು. ಪ್ರಕಾಶ್ ವಂದಿಸಿದರು. (800, 165, 925, 273)
rate-item: ಕರಿ ಕೊಳ್ಳಿ (811, 893, 866, 907)
rate-value: 127.00 (878, 1022, 922, 1036)
left-column (20, 80, 192, 800)
rubber-title: ರಬ್ಬರ್ ಧಾರಣೆ (811, 965, 922, 975)
rate-row (811, 1022, 922, 1036)
tender-notice-minor-irrigation (582, 658, 802, 1034)
rate-item: ಹಳೆ ಅಡಿಕೆ (811, 795, 866, 809)
prize-label: ಪ್ರಥಮ (812, 631, 833, 641)
obituary-badge-icon (22, 356, 44, 380)
lead-col-3: ಇನೋಳಿ ಅಧ್ಯಕ್ಷರಾದ ಸತೀಶ್ ಕುಮಾರ್ ರೈ ಬೋಳ್ಯಾರ್ ಅವರು ಮಾತನಾಡಿ, ಗ್ರಾಮದ ಅಭಿವೃದ್ಧಿಯೊಂದಿಗೆ ಇನೋಳಿಯಲ್ಲಿ ಸುಂದರವಾದ ಬ್ರಹ್ಮಕಲಶ ದೇವಾಲಯವು ನಿರ್ಮಾಣಗೊಂಡಿದೆ. ಇದಕ್ಕೆ ಎಲ್ಲರ ಸಹಕಾರ ಅಗತ್ಯವಾಗಿದೆ. (464, 343, 574, 407)
health-email: dhochamarajanagar@gmail.com (355, 807, 571, 815)
rate-row (811, 837, 922, 851)
health-footer: ಸಂ: ವಾಆಇ/ಜಿಪ/ಮ.ಡಿ.ಸಿ/692/2025-26 (355, 1051, 571, 1061)
rate-row (811, 795, 922, 809)
masthead-date-block (20, 34, 170, 56)
rate-value: 250 - 280 (866, 879, 922, 893)
nasha-col-2: ಜಿಲ್ಲಾ ಸಂಸ್ಥೆಗಳ ಸಹಯೋಗದೊಂದಿಗೆ ಫೆ.7 ರಂದು ಬೆಳಿಗ್ಗೆ 7 ಗಂಟೆಗೆ ನಗರದ ಹೊಟೆಲ್ ಮಂಗಳೂರಿನಿಂದ ಜಾಥಾ ಹೊರಡಲಿದ್ದು, ಮಂಗಳ ಮುಖ್ಯ ಸ್ಥಳಕ್ಕೆ ತಲುಪಲಿದೆ. ಕೊಡಗು ಜಿಲ್ಲಾ ಪೊಲೀಸ್ ಇಲಾಖೆ ಮತ್ತು ಜಿಲ್ಲಾ ಆರೋಗ್ಯ ಇಲಾಖೆ ಸಹಯೋಗದೊಂದಿಗೆ ಕಾರ್ಯಕ್ರಮ ನಡೆಯಲಿದೆ. (200, 565, 326, 629)
nasha-col-3: ಅಭಿಯಾನವು ಇದೇ ಸಂದರ್ಭದಲ್ಲಿ ಹೆಚ್ಚಿನ ಜನರು ಪಾಲ್ಗೊಳ್ಳಲಿದ್ದಾರೆ. ಬೀದಿ ನಾಟಕದ ಮೂಲಕ ಮಾದಕ ವಸ್ತುಗಳ ದುಷ್ಪರಿಣಾಮಗಳ ಬಗ್ಗೆ ಜಾಗೃತಿ ಮೂಡಿಸಲಾಗುವುದು. ಜಿಲ್ಲಾ ಆರೋಗ್ಯ ಮತ್ತು ಕುಟುಂಬ ಕಲ್ಯಾಣಾಧಿಕಾರಿ ಡಾ.ಸತೀಶ್ ಕುಮಾರ್ ಉಪಸ್ಥಿತರಿರುವರು. (332, 575, 566, 606)
health-text: ಜಿಲ್ಲಾ ಆರೋಗ್ಯ ಮತ್ತು ಕುಟುಂಬ ಕಲ್ಯಾಣಾಧಿಕಾರಿಗಳ ಕಛೇರಿ, ಚಾಮರಾಜನಗರ ಇಲ್ಲಿನ ಜಿಲ್ಲಾ ಆಸ್ಪತ್ರೆ ಹಾಗೂ ತಾಲೂಕು ಆಸ್ಪತ್ರೆಗಳಿಗೆ ಅವಶ್ಯಕ ಔಷಧಿ ಮತ್ತು ಸಾಮಗ್ರಿಗಳನ್ನು ಸರಬರಾಜು ಮಾಡಲು ಇ-ಪ್ರೊಕ್ಯೂರ್‌ಮೆಂಟ್ ಮೂಲಕ ಟೆಂಡರ್ ಆಹ್ವಾನಿಸಲಾಗಿದೆ. ಬಿಡ್ ಸಲ್ಲಿಸಲು ಕೊನೆಯ ದಿನಾಂಕ: 19.02.2026 ಸಂಜೆ 05:30 ಗಂಟೆ. ತಾಂತ್ರಿಕ ಬಿಡ್ ತೆರೆಯುವ ದಿನಾಂಕ: 21.02.2026 ಬೆಳಿಗ್ಗೆ 11:30 ಗಂಟೆ. ಆರ್ಥಿಕ ಬಿಡ್ ತೆರೆಯುವ ದಿನಾಂಕ: 25.02.2026. ಇ.ಎಂ.ಡಿ. ಮೊತ್ತ ರೂ. 96,790/- ಹೆಚ್ಚಿನ ಮಾಹಿತಿಗಾಗಿ https://kppp.karnataka.gov.in ವೆಬ್‌ಸೈಟ್ ನೋಡಬಹುದು. (355, 843, 571, 909)
